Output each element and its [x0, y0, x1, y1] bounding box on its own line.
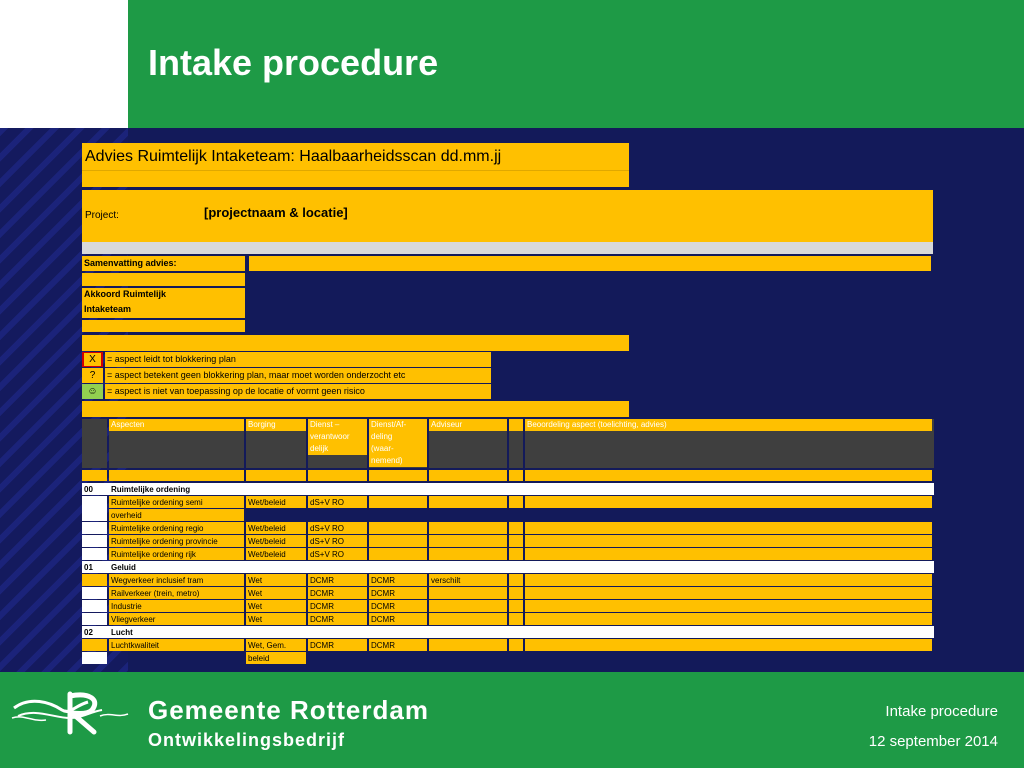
row-borging: Wet/beleid [246, 548, 306, 560]
summary-label: Samenvatting advies: [84, 258, 177, 268]
row-adviseur[interactable]: verschilt [429, 574, 507, 586]
row-afdeling[interactable] [369, 535, 427, 547]
table-header-row [82, 419, 934, 468]
row-dienst: dS+V RO [308, 535, 367, 547]
row-afdeling[interactable] [369, 522, 427, 534]
summary-spacer [82, 273, 245, 286]
row-adviseur[interactable] [429, 522, 507, 534]
row-status[interactable] [509, 522, 523, 534]
row-dienst: dS+V RO [308, 548, 367, 560]
table-row [82, 600, 934, 612]
header-afdeling [369, 419, 427, 468]
table-row [82, 587, 934, 599]
header-beoordeling [525, 419, 934, 468]
section-row [82, 626, 934, 638]
header-adviseur [429, 419, 507, 468]
row-afdeling[interactable]: DCMR [369, 587, 427, 599]
slide-title: Intake procedure [148, 42, 439, 83]
row-afdeling[interactable]: DCMR [369, 639, 427, 651]
header-dienst [308, 419, 367, 468]
legend-q-text: = aspect betekent geen blokkering plan, maar moet worden onderzocht etc [107, 370, 406, 380]
legend-symbol-x-text: X [84, 353, 101, 366]
section-row [82, 483, 934, 495]
legend-x-text: = aspect leidt tot blokkering plan [107, 354, 236, 364]
row-dienst: dS+V RO [308, 522, 367, 534]
project-label: Project: [85, 210, 119, 221]
divider [82, 170, 629, 171]
row-borging: Wet/beleid [246, 522, 306, 534]
header-beoordeling-label: Beoordeling aspect (toelichting, advies) [525, 419, 932, 431]
row-status[interactable] [509, 587, 523, 599]
row-aspect: Railverkeer (trein, metro) [109, 587, 244, 599]
approval-spacer [82, 320, 245, 332]
row-afdeling[interactable]: DCMR [369, 600, 427, 612]
legend-spacer-row [82, 401, 629, 417]
section-title: Geluid [111, 563, 136, 572]
row-aspect: Vliegverkeer [109, 613, 244, 625]
row-beoordeling[interactable] [525, 496, 932, 508]
header-afdeling-line4: nemend) [369, 455, 427, 467]
header-afdeling-line1: Dienst/Af- [369, 419, 427, 431]
header-dienst-line2: verantwoor [308, 431, 367, 443]
row-aspect: Wegverkeer inclusief tram [109, 574, 244, 586]
legend-smiley-text: = aspect is niet van toepassing op de locatie of vormt geen risico [107, 386, 365, 396]
row-dienst: DCMR [308, 574, 367, 586]
form-heading: Advies Ruimtelijk Intaketeam: Haalbaarheidsscan dd.mm.jj [85, 148, 502, 165]
row-dienst: DCMR [308, 639, 367, 651]
project-value: [projectnaam & locatie] [204, 205, 348, 220]
row-aspect: Ruimtelijke ordening rijk [109, 548, 244, 560]
row-adviseur[interactable] [429, 535, 507, 547]
row-aspect: Ruimtelijke ordening regio [109, 522, 244, 534]
section-code: 00 [84, 485, 93, 494]
header-afdeling-line2: deling [369, 431, 427, 443]
row-afdeling[interactable]: DCMR [369, 574, 427, 586]
row-dienst: DCMR [308, 587, 367, 599]
smiley-icon: ☺ [87, 386, 98, 397]
row-borging: Wet [246, 574, 306, 586]
row-adviseur[interactable] [429, 639, 507, 651]
row-beoordeling[interactable] [525, 613, 932, 625]
row-beoordeling[interactable] [525, 600, 932, 612]
row-beoordeling[interactable] [525, 522, 932, 534]
approval-label-1: Akkoord Ruimtelijk [84, 289, 167, 299]
aspects-table [82, 419, 934, 665]
row-beoordeling[interactable] [525, 548, 932, 560]
table-row [82, 496, 934, 521]
table-row [82, 548, 934, 560]
row-borging: Wet/beleid [246, 496, 306, 508]
dept-name: Ontwikkelingsbedrijf [148, 730, 346, 750]
row-afdeling[interactable]: DCMR [369, 613, 427, 625]
header-dienst-line3: delijk [308, 443, 367, 455]
row-afdeling[interactable] [369, 496, 427, 508]
row-aspect: Ruimtelijke ordening provincie [109, 535, 244, 547]
table-row [82, 522, 934, 534]
header-status [509, 419, 523, 468]
row-status[interactable] [509, 535, 523, 547]
table-row [82, 535, 934, 547]
section-title: Lucht [111, 628, 133, 637]
gray-separator [82, 242, 933, 254]
row-status[interactable] [509, 548, 523, 560]
row-dienst: DCMR [308, 613, 367, 625]
row-aspect-cont: overheid [109, 509, 244, 521]
header-adviseur-label: Adviseur [429, 419, 507, 431]
header-dienst-line1: Dienst – [308, 419, 367, 431]
table-spacer-row [82, 470, 934, 481]
row-aspect: Ruimtelijke ordening semi [109, 496, 244, 508]
row-beoordeling[interactable] [525, 639, 932, 651]
row-borging: Wet [246, 613, 306, 625]
row-borging: Wet [246, 600, 306, 612]
row-status[interactable] [509, 639, 523, 651]
row-borging: Wet, Gem. [246, 639, 306, 651]
row-dienst: dS+V RO [308, 496, 367, 508]
row-status[interactable] [509, 600, 523, 612]
section-code: 01 [84, 563, 93, 572]
row-status[interactable] [509, 574, 523, 586]
header-borging [246, 419, 306, 468]
row-adviseur[interactable] [429, 613, 507, 625]
approval-label-2: Intaketeam [84, 304, 132, 314]
table-row [82, 639, 934, 664]
section-code: 02 [84, 628, 93, 637]
row-beoordeling[interactable] [525, 535, 932, 547]
table-row [82, 574, 934, 586]
header-aspecten-label: Aspecten [109, 419, 244, 431]
form-spacer-row [82, 335, 629, 351]
row-adviseur[interactable] [429, 587, 507, 599]
row-status[interactable] [509, 613, 523, 625]
header-borging-label: Borging [246, 419, 306, 431]
table-row [82, 613, 934, 625]
header-afdeling-line3: (waar- [369, 443, 427, 455]
rotterdam-logo-icon [10, 688, 130, 738]
row-aspect: Industrie [109, 600, 244, 612]
row-borging: Wet/beleid [246, 535, 306, 547]
row-beoordeling[interactable] [525, 574, 932, 586]
org-name: Gemeente Rotterdam [148, 695, 429, 725]
row-dienst: DCMR [308, 600, 367, 612]
header-white-block [0, 0, 128, 128]
row-borging-cont: beleid [246, 652, 306, 664]
legend-symbol-q-text: ? [89, 370, 96, 381]
footer-presentation-title: Intake procedure [885, 703, 998, 720]
row-adviseur[interactable] [429, 600, 507, 612]
header-aspecten [109, 419, 244, 468]
summary-field[interactable] [249, 256, 931, 271]
row-aspect: Luchtkwaliteit [109, 639, 244, 651]
row-beoordeling[interactable] [525, 587, 932, 599]
footer-date: 12 september 2014 [868, 733, 998, 750]
row-borging: Wet [246, 587, 306, 599]
row-adviseur[interactable] [429, 496, 507, 508]
row-status[interactable] [509, 496, 523, 508]
header-code [82, 419, 107, 468]
row-adviseur[interactable] [429, 548, 507, 560]
section-title: Ruimtelijke ordening [111, 485, 191, 494]
row-afdeling[interactable] [369, 548, 427, 560]
section-row [82, 561, 934, 573]
